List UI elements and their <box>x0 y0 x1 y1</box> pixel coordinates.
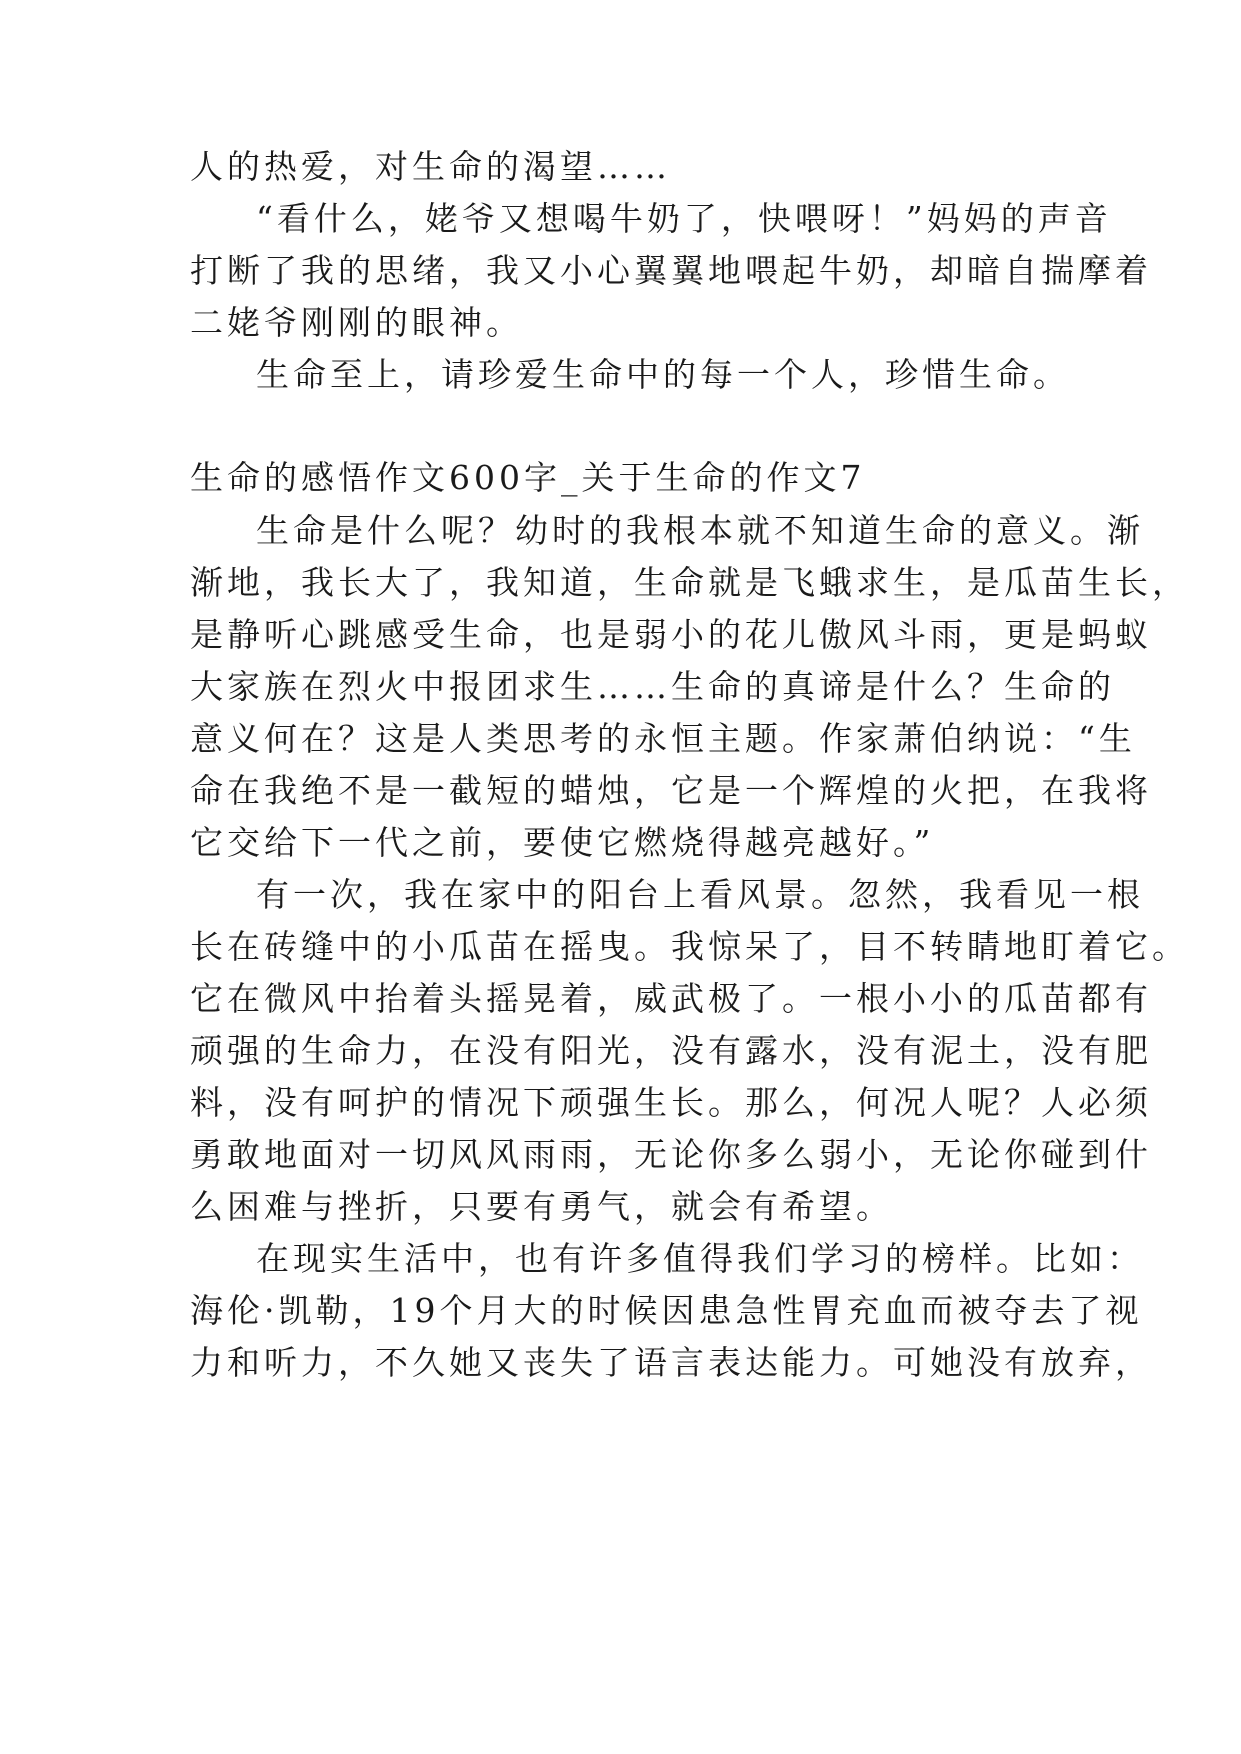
text-line: 么困难与挫折，只要有勇气，就会有希望。 <box>190 1187 893 1226</box>
text-line: 渐地，我长大了，我知道，生命就是飞蛾求生，是瓜苗生长， <box>190 563 1189 602</box>
text-line: 意义何在？这是人类思考的永恒主题。作家萧伯纳说：“生 <box>190 719 1136 758</box>
text-line: 海伦·凯勒，19个月大的时候因患急性胃充血而被夺去了视 <box>190 1291 1143 1330</box>
text-line: 勇敢地面对一切风风雨雨，无论你多么弱小，无论你碰到什 <box>190 1135 1152 1174</box>
text-line: 在现实生活中，也有许多值得我们学习的榜样。比如： <box>256 1239 1144 1278</box>
text-line: 生命至上，请珍爱生命中的每一个人，珍惜生命。 <box>256 355 1070 394</box>
text-line: 力和听力，不久她又丧失了语言表达能力。可她没有放弃， <box>190 1343 1152 1382</box>
text-line: 生命是什么呢？幼时的我根本就不知道生命的意义。渐 <box>256 511 1144 550</box>
text-line: 人的热爱，对生命的渴望…… <box>190 147 671 186</box>
text-line: 料，没有呵护的情况下顽强生长。那么，何况人呢？人必须 <box>190 1083 1152 1122</box>
text-line: 是静听心跳感受生命，也是弱小的花儿傲风斗雨，更是蚂蚁 <box>190 615 1152 654</box>
text-line: 命在我绝不是一截短的蜡烛，它是一个辉煌的火把，在我将 <box>190 771 1152 810</box>
text-line: 顽强的生命力，在没有阳光，没有露水，没有泥土，没有肥 <box>190 1031 1152 1070</box>
text-line: 它在微风中抬着头摇晃着，威武极了。一根小小的瓜苗都有 <box>190 979 1152 1018</box>
text-line: 大家族在烈火中报团求生……生命的真谛是什么？生命的 <box>190 667 1115 706</box>
text-line: 打断了我的思绪，我又小心翼翼地喂起牛奶，却暗自揣摩着 <box>190 251 1152 290</box>
text-line: 二姥爷刚刚的眼神。 <box>190 303 523 342</box>
text-line: 长在砖缝中的小瓜苗在摇曳。我惊呆了，目不转睛地盯着它。 <box>190 927 1189 966</box>
text-line: 有一次，我在家中的阳台上看风景。忽然，我看见一根 <box>256 875 1144 914</box>
section-heading: 生命的感悟作文600字_关于生命的作文7 <box>190 458 866 497</box>
text-line: 它交给下一代之前，要使它燃烧得越亮越好。” <box>190 823 935 862</box>
text-line: “看什么，姥爷又想喝牛奶了，快喂呀！”妈妈的声音 <box>256 199 1112 238</box>
